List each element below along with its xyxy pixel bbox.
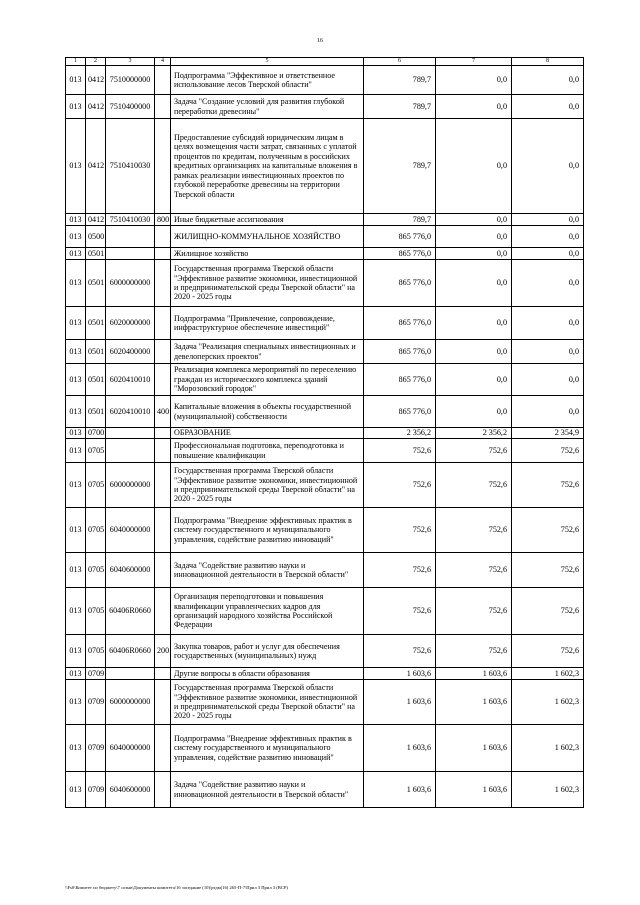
- table-row: [66, 463, 584, 508]
- amount-2022-cell: 1 603,6: [436, 772, 512, 808]
- target-article-cell: [106, 248, 155, 260]
- page-number: 16: [317, 38, 323, 44]
- amount-2022-cell: 0,0: [436, 66, 512, 95]
- expense-type-cell: [155, 364, 171, 396]
- amount-2021-cell: 752,6: [364, 463, 436, 508]
- amount-2021-cell: 865 776,0: [364, 340, 436, 364]
- item-name-cell: Жилищное хозяйство: [171, 248, 364, 260]
- amount-2021-cell: 865 776,0: [364, 307, 436, 340]
- header-cell: 6: [364, 58, 436, 66]
- target-article-cell: 6000000000: [106, 463, 155, 508]
- section-code-cell: 0501: [86, 248, 106, 260]
- admin-code-cell: 013: [66, 340, 86, 364]
- target-article-cell: [106, 428, 155, 439]
- admin-code-cell: 013: [66, 214, 86, 226]
- amount-2023-cell: 1 602,3: [512, 772, 584, 808]
- expense-type-cell: [155, 725, 171, 772]
- item-name-cell: Государственная программа Тверской области "Эффективное развитие экономики, инвестиционной и предпринимательской среды Тверской области" на 2020 - 2025 годы: [171, 463, 364, 508]
- target-article-cell: 6000000000: [106, 680, 155, 725]
- admin-code-cell: 013: [66, 508, 86, 553]
- amount-2022-cell: 752,6: [436, 635, 512, 668]
- expense-type-cell: [155, 463, 171, 508]
- table-row: [66, 340, 584, 364]
- table-row: [66, 95, 584, 119]
- section-code-cell: 0709: [86, 680, 106, 725]
- expense-type-cell: [155, 588, 171, 635]
- expense-type-cell: [155, 248, 171, 260]
- target-article-cell: 7510410030: [106, 214, 155, 226]
- section-code-cell: 0412: [86, 119, 106, 214]
- target-article-cell: 6040000000: [106, 508, 155, 553]
- amount-2021-cell: 865 776,0: [364, 226, 436, 248]
- target-article-cell: 6000000000: [106, 260, 155, 307]
- amount-2022-cell: 0,0: [436, 307, 512, 340]
- amount-2023-cell: 1 602,3: [512, 725, 584, 772]
- section-code-cell: 0709: [86, 668, 106, 680]
- item-name-cell: Государственная программа Тверской области "Эффективное развитие экономики, инвестиционной и предпринимательской среды Тверской области" на 2020 - 2025 годы: [171, 680, 364, 725]
- table-row: [66, 364, 584, 396]
- section-code-cell: 0412: [86, 95, 106, 119]
- item-name-cell: Государственная программа Тверской области "Эффективное развитие экономики, инвестиционной и предпринимательской среды Тверской области" на 2020 - 2025 годы: [171, 260, 364, 307]
- admin-code-cell: 013: [66, 428, 86, 439]
- table-row: [66, 248, 584, 260]
- amount-2021-cell: 752,6: [364, 553, 436, 588]
- amount-2022-cell: 0,0: [436, 95, 512, 119]
- footer-file-path: \\Fs0\Комитет по бюджету\7 созыв\Документы комитета\16 заседание (10)\ртдм(16) 265-П-7\Прил 3 Прил 3 (ВСР): [65, 885, 288, 890]
- table-row: [66, 260, 584, 307]
- admin-code-cell: 013: [66, 66, 86, 95]
- expense-type-cell: [155, 772, 171, 808]
- amount-2023-cell: 752,6: [512, 508, 584, 553]
- amount-2022-cell: 1 603,6: [436, 668, 512, 680]
- table-row: [66, 772, 584, 808]
- section-code-cell: 0500: [86, 226, 106, 248]
- amount-2021-cell: 1 603,6: [364, 725, 436, 772]
- expense-type-cell: [155, 340, 171, 364]
- amount-2023-cell: 0,0: [512, 260, 584, 307]
- amount-2021-cell: 1 603,6: [364, 680, 436, 725]
- item-name-cell: Закупка товаров, работ и услуг для обеспечения государственных (муниципальных) нужд: [171, 635, 364, 668]
- target-article-cell: 60406R0660: [106, 635, 155, 668]
- item-name-cell: Реализация комплекса мероприятий по переселению граждан из исторического комплекса зданий "Морозовский городок": [171, 364, 364, 396]
- amount-2023-cell: 752,6: [512, 635, 584, 668]
- section-code-cell: 0700: [86, 428, 106, 439]
- target-article-cell: 7510000000: [106, 66, 155, 95]
- item-name-cell: Задача "Содействие развитию науки и инновационной деятельности в Тверской области": [171, 553, 364, 588]
- admin-code-cell: 013: [66, 396, 86, 428]
- target-article-cell: [106, 439, 155, 463]
- amount-2023-cell: 0,0: [512, 396, 584, 428]
- amount-2022-cell: 0,0: [436, 214, 512, 226]
- admin-code-cell: 013: [66, 635, 86, 668]
- admin-code-cell: 013: [66, 260, 86, 307]
- section-code-cell: 0709: [86, 725, 106, 772]
- amount-2023-cell: 1 602,3: [512, 680, 584, 725]
- admin-code-cell: 013: [66, 307, 86, 340]
- admin-code-cell: 013: [66, 588, 86, 635]
- expense-type-cell: [155, 95, 171, 119]
- amount-2021-cell: 752,6: [364, 635, 436, 668]
- expense-type-cell: 800: [155, 214, 171, 226]
- admin-code-cell: 013: [66, 725, 86, 772]
- table-row: [66, 668, 584, 680]
- amount-2021-cell: 752,6: [364, 439, 436, 463]
- target-article-cell: 6020410010: [106, 396, 155, 428]
- item-name-cell: Капитальные вложения в объекты государственной (муниципальной) собственности: [171, 396, 364, 428]
- amount-2022-cell: 2 356,2: [436, 428, 512, 439]
- section-code-cell: 0705: [86, 635, 106, 668]
- section-code-cell: 0709: [86, 772, 106, 808]
- amount-2022-cell: 0,0: [436, 260, 512, 307]
- admin-code-cell: 013: [66, 364, 86, 396]
- amount-2023-cell: 0,0: [512, 226, 584, 248]
- item-name-cell: Задача "Создание условий для развития глубокой переработки древесины": [171, 95, 364, 119]
- admin-code-cell: 013: [66, 553, 86, 588]
- item-name-cell: Иные бюджетные ассигнования: [171, 214, 364, 226]
- amount-2021-cell: 789,7: [364, 66, 436, 95]
- target-article-cell: 6020400000: [106, 340, 155, 364]
- expense-type-cell: [155, 428, 171, 439]
- amount-2022-cell: 752,6: [436, 553, 512, 588]
- amount-2022-cell: 752,6: [436, 508, 512, 553]
- amount-2021-cell: 752,6: [364, 588, 436, 635]
- expense-type-cell: [155, 66, 171, 95]
- section-code-cell: 0501: [86, 364, 106, 396]
- amount-2021-cell: 865 776,0: [364, 396, 436, 428]
- amount-2021-cell: 789,7: [364, 95, 436, 119]
- item-name-cell: Подпрограмма "Привлечение, сопровождение, инфраструктурное обеспечение инвестиций": [171, 307, 364, 340]
- section-code-cell: 0412: [86, 66, 106, 95]
- table-row: [66, 439, 584, 463]
- table-row: [66, 680, 584, 725]
- table-row: [66, 214, 584, 226]
- admin-code-cell: 013: [66, 119, 86, 214]
- item-name-cell: Другие вопросы в области образования: [171, 668, 364, 680]
- section-code-cell: 0412: [86, 214, 106, 226]
- amount-2023-cell: 0,0: [512, 248, 584, 260]
- section-code-cell: 0705: [86, 439, 106, 463]
- amount-2023-cell: 752,6: [512, 588, 584, 635]
- amount-2022-cell: 1 603,6: [436, 725, 512, 772]
- target-article-cell: 60406R0660: [106, 588, 155, 635]
- amount-2022-cell: 752,6: [436, 463, 512, 508]
- item-name-cell: Профессиональная подготовка, переподготовка и повышение квалификации: [171, 439, 364, 463]
- budget-table: [65, 57, 584, 808]
- section-code-cell: 0705: [86, 553, 106, 588]
- amount-2021-cell: 789,7: [364, 119, 436, 214]
- expense-type-cell: [155, 553, 171, 588]
- section-code-cell: 0705: [86, 508, 106, 553]
- amount-2023-cell: 2 354,9: [512, 428, 584, 439]
- amount-2021-cell: 2 356,2: [364, 428, 436, 439]
- target-article-cell: [106, 668, 155, 680]
- header-cell: 1: [66, 58, 86, 66]
- amount-2022-cell: 0,0: [436, 248, 512, 260]
- expense-type-cell: [155, 680, 171, 725]
- target-article-cell: 6040000000: [106, 725, 155, 772]
- section-code-cell: 0501: [86, 340, 106, 364]
- amount-2022-cell: 752,6: [436, 588, 512, 635]
- item-name-cell: Предоставление субсидий юридическим лицам в целях возмещения части затрат, связанных с уплатой процентов по кредитам, полученным в российских кредитных организациях на капитальные вложения в рамках реализации инвестиционных проектов по глубокой переработке древесины на территории Тверской области: [171, 119, 364, 214]
- amount-2023-cell: 0,0: [512, 340, 584, 364]
- admin-code-cell: 013: [66, 680, 86, 725]
- expense-type-cell: [155, 508, 171, 553]
- table-row: [66, 635, 584, 668]
- amount-2023-cell: 0,0: [512, 307, 584, 340]
- item-name-cell: Организация переподготовки и повышения квалификации управленческих кадров для организаций народного хозяйства Российской Федерации: [171, 588, 364, 635]
- table-row: [66, 396, 584, 428]
- header-cell: 3: [106, 58, 155, 66]
- header-cell: 4: [155, 58, 171, 66]
- amount-2023-cell: 752,6: [512, 439, 584, 463]
- item-name-cell: ЖИЛИЩНО-КОММУНАЛЬНОЕ ХОЗЯЙСТВО: [171, 226, 364, 248]
- amount-2021-cell: 865 776,0: [364, 248, 436, 260]
- table-row: [66, 553, 584, 588]
- expense-type-cell: [155, 260, 171, 307]
- amount-2022-cell: 0,0: [436, 340, 512, 364]
- section-code-cell: 0501: [86, 396, 106, 428]
- amount-2023-cell: 0,0: [512, 66, 584, 95]
- amount-2022-cell: 0,0: [436, 396, 512, 428]
- target-article-cell: 7510410030: [106, 119, 155, 214]
- target-article-cell: [106, 226, 155, 248]
- amount-2021-cell: 1 603,6: [364, 668, 436, 680]
- section-code-cell: 0705: [86, 588, 106, 635]
- target-article-cell: 6040600000: [106, 772, 155, 808]
- expense-type-cell: [155, 439, 171, 463]
- admin-code-cell: 013: [66, 668, 86, 680]
- table-row: [66, 226, 584, 248]
- admin-code-cell: 013: [66, 772, 86, 808]
- amount-2023-cell: 752,6: [512, 463, 584, 508]
- target-article-cell: 6020410010: [106, 364, 155, 396]
- amount-2022-cell: 0,0: [436, 364, 512, 396]
- expense-type-cell: [155, 668, 171, 680]
- item-name-cell: Задача "Реализация специальных инвестиционных и девелоперских проектов": [171, 340, 364, 364]
- amount-2023-cell: 0,0: [512, 214, 584, 226]
- table-row: [66, 508, 584, 553]
- table-row: [66, 307, 584, 340]
- item-name-cell: Подпрограмма "Эффективное и ответственное использование лесов Тверской области": [171, 66, 364, 95]
- item-name-cell: Подпрограмма "Внедрение эффективных практик в систему государственного и муниципального управления, содействие развитию инноваций": [171, 508, 364, 553]
- amount-2023-cell: 1 602,3: [512, 668, 584, 680]
- section-code-cell: 0501: [86, 307, 106, 340]
- admin-code-cell: 013: [66, 439, 86, 463]
- table-row: [66, 588, 584, 635]
- item-name-cell: ОБРАЗОВАНИЕ: [171, 428, 364, 439]
- header-row: [66, 58, 584, 66]
- expense-type-cell: [155, 119, 171, 214]
- header-cell: 8: [512, 58, 584, 66]
- amount-2021-cell: 1 603,6: [364, 772, 436, 808]
- target-article-cell: 6040600000: [106, 553, 155, 588]
- admin-code-cell: 013: [66, 248, 86, 260]
- header-cell: 5: [171, 58, 364, 66]
- table-row: [66, 725, 584, 772]
- amount-2023-cell: 0,0: [512, 119, 584, 214]
- amount-2022-cell: 0,0: [436, 119, 512, 214]
- amount-2023-cell: 0,0: [512, 364, 584, 396]
- admin-code-cell: 013: [66, 95, 86, 119]
- item-name-cell: Подпрограмма "Внедрение эффективных практик в систему государственного и муниципального управления, содействие развитию инноваций": [171, 725, 364, 772]
- expense-type-cell: 400: [155, 396, 171, 428]
- expense-type-cell: [155, 307, 171, 340]
- amount-2022-cell: 1 603,6: [436, 680, 512, 725]
- amount-2021-cell: 865 776,0: [364, 260, 436, 307]
- header-cell: 2: [86, 58, 106, 66]
- expense-type-cell: [155, 226, 171, 248]
- admin-code-cell: 013: [66, 463, 86, 508]
- section-code-cell: 0501: [86, 260, 106, 307]
- admin-code-cell: 013: [66, 226, 86, 248]
- amount-2023-cell: 752,6: [512, 553, 584, 588]
- table-row: [66, 66, 584, 95]
- table-row: [66, 428, 584, 439]
- item-name-cell: Задача "Содействие развитию науки и инновационной деятельности в Тверской области": [171, 772, 364, 808]
- header-cell: 7: [436, 58, 512, 66]
- amount-2022-cell: 752,6: [436, 439, 512, 463]
- expense-type-cell: 200: [155, 635, 171, 668]
- amount-2021-cell: 789,7: [364, 214, 436, 226]
- amount-2021-cell: 865 776,0: [364, 364, 436, 396]
- amount-2023-cell: 0,0: [512, 95, 584, 119]
- section-code-cell: 0705: [86, 463, 106, 508]
- target-article-cell: 7510400000: [106, 95, 155, 119]
- target-article-cell: 6020000000: [106, 307, 155, 340]
- amount-2022-cell: 0,0: [436, 226, 512, 248]
- amount-2021-cell: 752,6: [364, 508, 436, 553]
- table-row: [66, 119, 584, 214]
